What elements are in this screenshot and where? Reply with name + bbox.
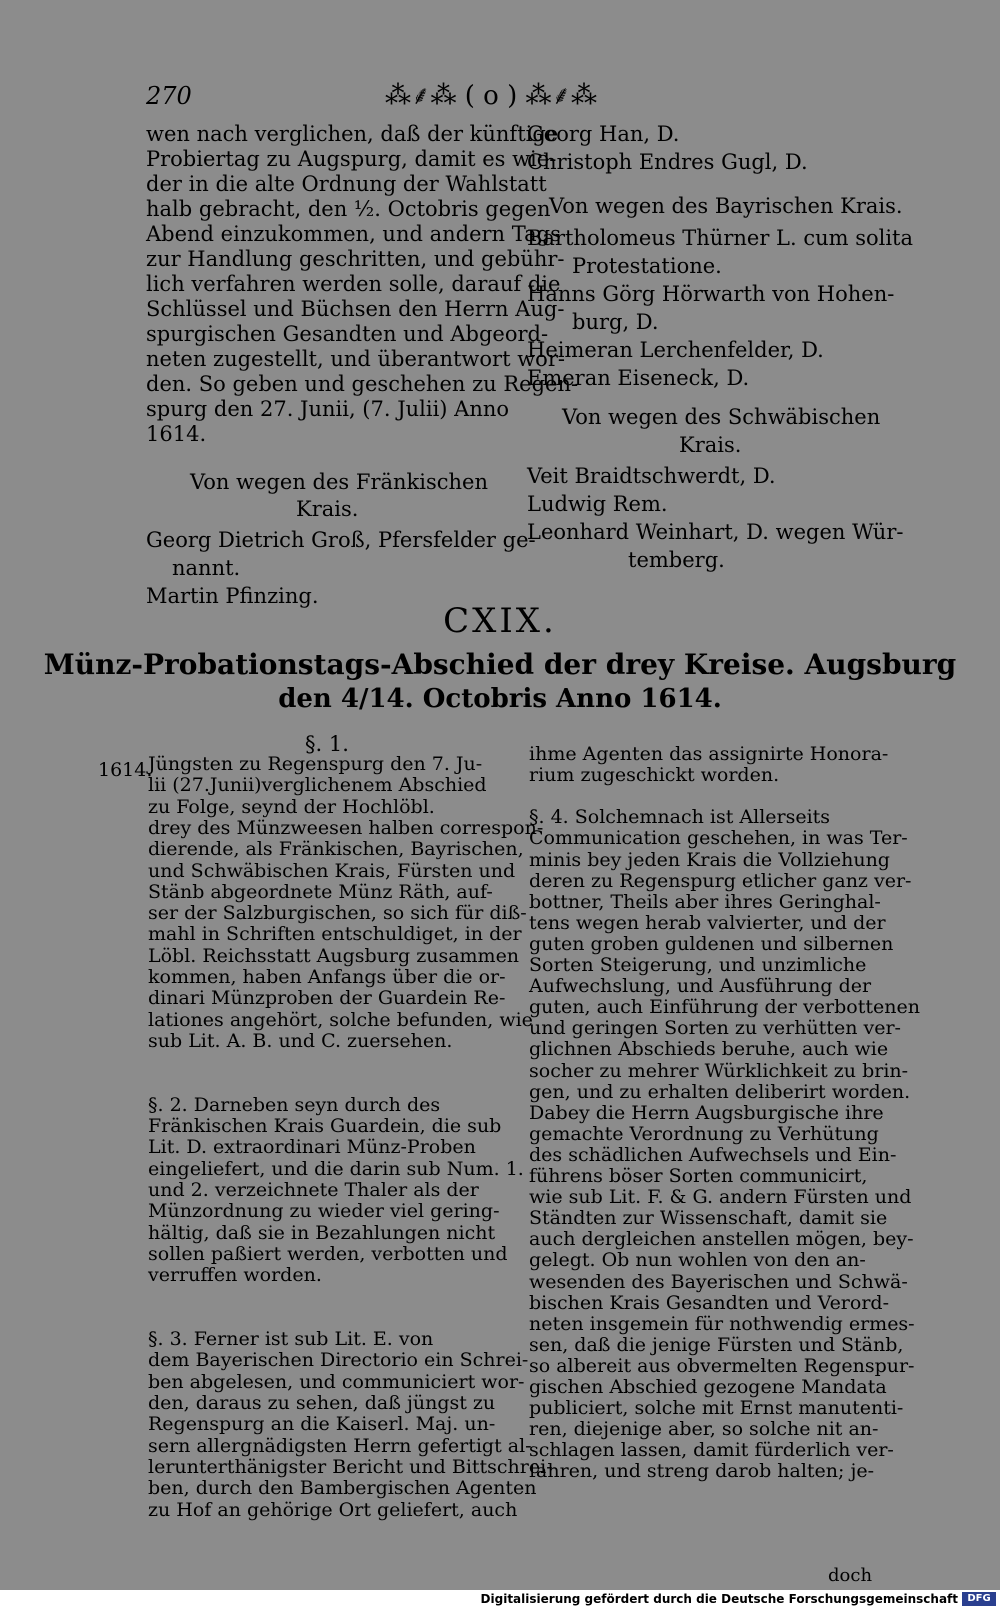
- signature-line: Christoph Endres Gugl, D.: [527, 150, 808, 174]
- signature-line: Protestatione.: [572, 254, 722, 278]
- text-line: Fränkischen Krais Guardein, die sub: [148, 1115, 502, 1138]
- text-line: rium zugeschickt worden.: [529, 764, 780, 787]
- text-line: gemachte Verordnung zu Verhütung: [529, 1122, 879, 1145]
- text-line: Ständten zur Wissenschaft, damit sie: [529, 1207, 888, 1230]
- heading-franken: Von wegen des Fränkischen: [190, 470, 488, 494]
- text-line: den. So geben und geschehen zu Regen-: [146, 372, 579, 396]
- text-line: sub Lit. A. B. und C. zuersehen.: [148, 1029, 453, 1052]
- text-line: fahren, und streng darob halten; je-: [529, 1460, 875, 1483]
- text-line: minis bey jeden Krais die Vollziehung: [529, 848, 890, 871]
- text-line: bottner, Theils aber ihres Geringhal-: [529, 890, 881, 913]
- heading-franken-krais: Krais.: [296, 497, 359, 521]
- text-line: der in die alte Ordnung der Wahlstatt: [146, 172, 547, 196]
- text-line: spurgischen Gesandten und Abgeord-: [146, 322, 549, 346]
- text-line: Löbl. Reichsstatt Augsburg zusammen: [148, 944, 520, 967]
- page-number: 270: [146, 82, 192, 110]
- text-line: sollen paßiert werden, verbotten und: [148, 1242, 508, 1265]
- heading-schwaben: Von wegen des Schwäbischen: [562, 405, 881, 429]
- signature-line: burg, D.: [572, 310, 659, 334]
- text-line: socher zu mehrer Würklichkeit zu brin-: [529, 1059, 909, 1082]
- section-numeral: CXIX.: [443, 601, 557, 641]
- text-line: lerunterthänigster Bericht und Bittschrei-: [148, 1455, 553, 1478]
- text-line: tens wegen herab valvierter, und der: [529, 911, 886, 934]
- signature-line: Heimeran Lerchenfelder, D.: [527, 338, 824, 362]
- catchword: doch: [828, 1565, 873, 1586]
- text-line: wesenden des Bayerischen und Schwä-: [529, 1270, 908, 1293]
- text-line: glichnen Abschieds beruhe, auch wie: [529, 1038, 889, 1061]
- signature-line: Georg Dietrich Groß, Pfersfelder ge-: [146, 528, 536, 552]
- text-line: wen nach verglichen, daß der künftige: [146, 122, 559, 146]
- text-line: bischen Krais Gesandten und Verord-: [529, 1291, 889, 1314]
- signature-line: Ludwig Rem.: [527, 492, 668, 516]
- text-line: dem Bayerischen Directorio ein Schrei-: [148, 1349, 529, 1372]
- footer-bar: [0, 1590, 1000, 1609]
- heading-schwaben-krais: Krais.: [679, 433, 742, 457]
- text-line: lationes angehört, solche befunden, wie: [148, 1008, 533, 1031]
- text-line: §. 4. Solchemnach ist Allerseits: [529, 806, 831, 829]
- signature-line: nannt.: [172, 556, 241, 580]
- text-line: Jüngsten zu Regenspurg den 7. Ju-: [148, 753, 483, 775]
- text-line: gen, und zu erhalten deliberirt worden.: [529, 1080, 911, 1103]
- text-line: Abend einzukommen, und andern Tags: [146, 222, 561, 246]
- text-line: §. 2. Darneben seyn durch des: [148, 1093, 441, 1116]
- text-line: ben, durch den Bambergischen Agenten: [148, 1477, 537, 1500]
- text-line: Communication geschehen, in was Ter-: [529, 827, 908, 850]
- text-line: guten groben guldenen und silbernen: [529, 932, 894, 955]
- section-mark: §. 1.: [305, 732, 349, 756]
- text-line: und 2. verzeichnete Thaler als der: [148, 1179, 479, 1201]
- text-line: lich verfahren werden solle, darauf die: [146, 272, 561, 296]
- signature-line: Veit Braidtschwerdt, D.: [527, 464, 776, 488]
- text-line: und Schwäbischen Krais, Fürsten und: [148, 859, 516, 882]
- text-line: drey des Münzweesen halben correspon-: [148, 816, 544, 839]
- text-line: den, daraus zu sehen, daß jüngst zu: [148, 1392, 496, 1414]
- text-line: verruffen worden.: [148, 1264, 322, 1287]
- text-line: halb gebracht, den ½. Octobris gegen: [146, 197, 551, 221]
- text-line: sen, daß die jenige Fürsten und Stänb,: [529, 1333, 904, 1356]
- text-line: so albereit aus obvermelten Regenspur-: [529, 1354, 915, 1377]
- text-line: neten insgemein für nothwendig ermes-: [529, 1312, 915, 1335]
- text-line: Aufwechslung, und Ausführung der: [529, 975, 872, 998]
- text-line: des schädlichen Aufwechsels und Ein-: [529, 1143, 897, 1166]
- text-line: eingeliefert, und die darin sub Num. 1.: [148, 1157, 524, 1180]
- text-line: spurg den 27. Junii, (7. Julii) Anno: [146, 397, 510, 421]
- text-line: gelegt. Ob nun wohlen von den an-: [529, 1249, 866, 1272]
- text-line: auch dergleichen anstellen mögen, bey-: [529, 1228, 914, 1251]
- heading-bayern: Von wegen des Bayrischen Krais.: [549, 194, 903, 218]
- signature-line: Georg Han, D.: [527, 122, 680, 146]
- text-line: wie sub Lit. F. & G. andern Fürsten und: [529, 1186, 912, 1209]
- text-line: dinari Münzproben der Guardein Re-: [148, 987, 506, 1010]
- text-line: Lit. D. extraordinari Münz-Proben: [148, 1136, 476, 1159]
- text-line: und geringen Sorten zu verhütten ver-: [529, 1017, 901, 1040]
- signature-line: Bartholomeus Thürner L. cum solita: [527, 226, 914, 250]
- text-line: schlagen lassen, damit fürderlich ver-: [529, 1439, 894, 1462]
- text-line: Regenspurg an die Kaiserl. Maj. un-: [148, 1413, 496, 1436]
- text-line: ren, diejenige aber, so solche nit an-: [529, 1418, 879, 1441]
- text-line: kommen, haben Anfangs über die or-: [148, 966, 506, 988]
- text-line: mahl in Schriften entschuldiget, in der: [148, 923, 522, 946]
- text-line: führens böser Sorten communicirt,: [529, 1165, 868, 1187]
- footer-credit: Digitalisierung gefördert durch die Deutsche Forschungsgemeinschaft: [480, 1592, 958, 1606]
- dfg-logo: DFG: [962, 1592, 996, 1606]
- text-line: 1614.: [146, 422, 207, 446]
- text-line: lii (27.Junii)verglichenem Abschied: [148, 774, 487, 797]
- text-line: Sorten Steigerung, und unzimliche: [529, 954, 867, 976]
- text-line: guten, auch Einführung der verbottenen: [529, 996, 920, 1019]
- text-line: ser der Salzburgischen, so sich für diß-: [148, 902, 527, 925]
- section-title: Münz-Probationstags-Abschied der drey Kreise. Augsburg: [43, 648, 957, 681]
- text-line: §. 3. Ferner ist sub Lit. E. von: [148, 1328, 434, 1351]
- text-line: Stänb abgeordnete Münz Räth, auf-: [148, 880, 493, 903]
- text-line: zu Folge, seynd der Hochlöbl.: [148, 795, 435, 818]
- text-line: publiciert, solche mit Ernst manutenti-: [529, 1397, 904, 1420]
- header-ornament: ⁂⸙⁂ ( o ) ⁂⸙⁂: [385, 81, 597, 111]
- section-date: den 4/14. Octobris Anno 1614.: [278, 684, 722, 714]
- text-line: gischen Abschied gezogene Mandata: [529, 1376, 887, 1398]
- text-line: Probiertag zu Augspurg, damit es wie-: [146, 147, 557, 171]
- text-line: dierende, als Fränkischen, Bayrischen,: [148, 838, 524, 861]
- signature-line: Emeran Eiseneck, D.: [527, 366, 750, 390]
- signature-line: Hanns Görg Hörwarth von Hohen-: [527, 282, 895, 306]
- text-line: zu Hof an gehörige Ort geliefert, auch: [148, 1498, 518, 1521]
- text-line: hältig, daß sie in Bezahlungen nicht: [148, 1221, 496, 1244]
- text-line: sern allergnädigsten Herrn gefertigt al-: [148, 1434, 532, 1457]
- signature-line: temberg.: [628, 548, 725, 572]
- text-line: neten zugestellt, und überantwort wor-: [146, 347, 565, 371]
- text-line: zur Handlung geschritten, und gebühr-: [146, 247, 565, 271]
- text-line: Dabey die Herrn Augsburgische ihre: [529, 1101, 884, 1124]
- signature-line: Martin Pfinzing.: [146, 584, 319, 608]
- margin-year: 1614.: [98, 759, 153, 781]
- text-line: ihme Agenten das assignirte Honora-: [529, 743, 889, 765]
- text-line: Schlüssel und Büchsen den Herrn Aug-: [146, 297, 565, 321]
- signature-line: Leonhard Weinhart, D. wegen Wür-: [527, 520, 904, 544]
- text-line: Münzordnung zu wieder viel gering-: [148, 1200, 500, 1223]
- text-line: deren zu Regenspurg etlicher ganz ver-: [529, 869, 912, 892]
- text-line: ben abgelesen, und communiciert wor-: [148, 1370, 525, 1393]
